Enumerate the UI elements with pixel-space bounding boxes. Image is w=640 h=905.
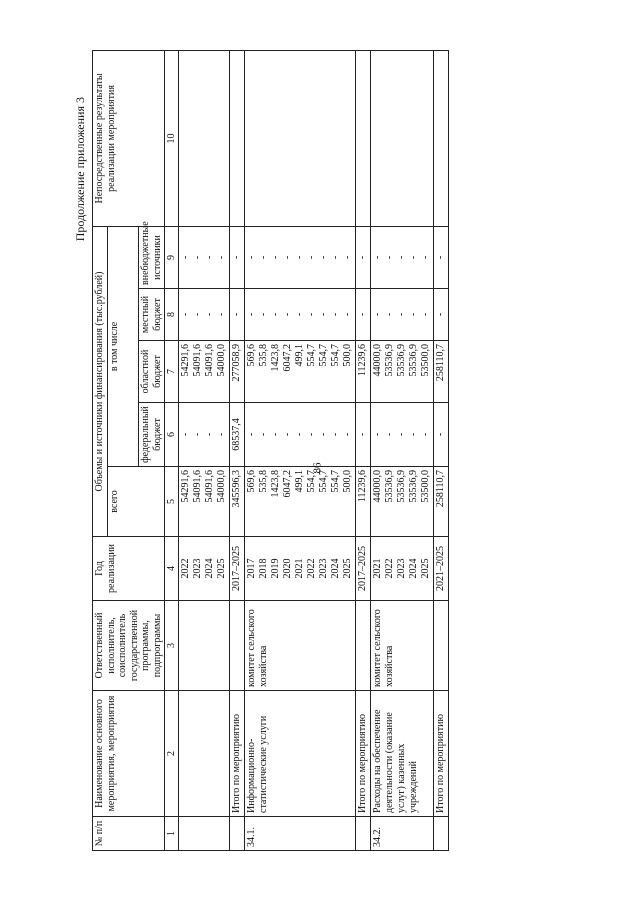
column-number: 2 xyxy=(165,691,179,817)
continuation-label: Продолжение приложения 3 xyxy=(73,97,87,242)
federal-value: - xyxy=(330,432,341,437)
extra-value: - xyxy=(396,255,407,260)
regional-value: 500,0 xyxy=(342,344,353,367)
federal-value: - xyxy=(342,432,353,437)
federal-value: - xyxy=(192,432,203,437)
local-value: - xyxy=(318,312,329,317)
row-number xyxy=(434,817,449,851)
row-number xyxy=(179,817,230,851)
regional-value: 11239,6 xyxy=(357,344,368,377)
total-cell xyxy=(371,467,434,537)
year-cell xyxy=(245,537,356,601)
extra-value: - xyxy=(435,255,446,260)
year-value: 2024 xyxy=(408,558,419,579)
header-year: Год реализации xyxy=(93,537,165,601)
column-number: 8 xyxy=(165,289,179,341)
local-value: - xyxy=(258,312,269,317)
year-value: 2023 xyxy=(192,558,203,579)
column-number: 4 xyxy=(165,537,179,601)
local-value: - xyxy=(396,312,407,317)
federal-value: - xyxy=(306,432,317,437)
regional-cell xyxy=(179,341,230,403)
total-value: 500,0 xyxy=(342,470,353,493)
local-value: - xyxy=(282,312,293,317)
activity-name: Итого по мероприятию xyxy=(356,691,371,817)
header-total: всего xyxy=(107,467,165,537)
extra-value: - xyxy=(270,255,281,260)
total-value: 54000,0 xyxy=(216,470,227,503)
federal-value: - xyxy=(180,432,191,437)
local-value: - xyxy=(330,312,341,317)
regional-value: 6047,2 xyxy=(282,344,293,372)
year-value: 2021–2025 xyxy=(435,546,446,591)
extra-value: - xyxy=(258,255,269,260)
total-cell xyxy=(356,467,371,537)
local-value: - xyxy=(384,312,395,317)
federal-value: - xyxy=(420,432,431,437)
total-value: 258110,7 xyxy=(435,470,446,508)
column-number: 5 xyxy=(165,467,179,537)
regional-value: 569,6 xyxy=(246,344,257,367)
year-value: 2024 xyxy=(204,558,215,579)
table-row xyxy=(434,50,449,850)
extra-cell xyxy=(371,226,434,288)
year-value: 2018 xyxy=(258,558,269,579)
header-regional: областной бюджет xyxy=(139,341,165,403)
year-value: 2022 xyxy=(180,558,191,579)
results-cell xyxy=(434,50,449,226)
extra-value: - xyxy=(408,255,419,260)
federal-value: - xyxy=(246,432,257,437)
federal-value: - xyxy=(408,432,419,437)
header-including: в том числе xyxy=(107,226,139,466)
extra-value: - xyxy=(318,255,329,260)
total-value: 53536,9 xyxy=(396,470,407,503)
year-value: 2020 xyxy=(282,558,293,579)
federal-cell xyxy=(245,403,356,467)
federal-value: - xyxy=(270,432,281,437)
row-number: 34.2. xyxy=(371,817,434,851)
federal-value: - xyxy=(384,432,395,437)
federal-cell xyxy=(179,403,230,467)
extra-value: - xyxy=(330,255,341,260)
total-value: 6047,2 xyxy=(282,470,293,498)
regional-value: 53536,9 xyxy=(408,344,419,377)
total-value: 44000,0 xyxy=(372,470,383,503)
federal-value: - xyxy=(372,432,383,437)
total-value: 554,7 xyxy=(318,470,329,493)
total-value: 345596,3 xyxy=(231,470,242,508)
column-number-row xyxy=(165,50,179,850)
total-value: 54091,6 xyxy=(204,470,215,503)
results-cell xyxy=(230,50,245,226)
regional-value: 554,7 xyxy=(318,344,329,367)
row-number xyxy=(356,817,371,851)
year-value: 2017–2025 xyxy=(231,546,242,591)
extra-value: - xyxy=(294,255,305,260)
total-value: 569,6 xyxy=(246,470,257,493)
regional-value: 535,8 xyxy=(258,344,269,367)
activity-name: Информационно-статистические услуги xyxy=(245,691,356,817)
regional-value: 277058,9 xyxy=(231,344,242,382)
year-cell xyxy=(356,537,371,601)
federal-value: - xyxy=(396,432,407,437)
total-cell xyxy=(230,467,245,537)
local-cell xyxy=(245,289,356,341)
header-num: № п/п xyxy=(93,817,165,851)
local-value: - xyxy=(435,312,446,317)
executor xyxy=(230,601,245,691)
header-name: Наименование основного мероприятия, мероприятия xyxy=(93,691,165,817)
federal-value: - xyxy=(294,432,305,437)
column-number: 3 xyxy=(165,601,179,691)
extra-value: - xyxy=(357,255,368,260)
extra-value: - xyxy=(246,255,257,260)
year-value: 2021 xyxy=(372,558,383,579)
local-value: - xyxy=(408,312,419,317)
regional-value: 499,1 xyxy=(294,344,305,367)
page-number: 86 xyxy=(311,462,324,474)
column-number: 9 xyxy=(165,226,179,288)
activity-name: Расходы на обеспечение деятельности (оказание услуг) казенных учреждений xyxy=(371,691,434,817)
regional-value: 53536,9 xyxy=(384,344,395,377)
header-executor: Ответственный исполнитель, соисполнитель государственной программы, подпрограммы xyxy=(93,601,165,691)
header-federal: федеральный бюджет xyxy=(139,403,165,467)
total-value: 53536,9 xyxy=(384,470,395,503)
federal-value: - xyxy=(282,432,293,437)
extra-value: - xyxy=(204,255,215,260)
executor xyxy=(179,601,230,691)
regional-cell xyxy=(230,341,245,403)
row-number: 34.1. xyxy=(245,817,356,851)
executor xyxy=(356,601,371,691)
regional-value: 54091,6 xyxy=(192,344,203,377)
federal-value: - xyxy=(216,432,227,437)
total-cell xyxy=(179,467,230,537)
total-value: 54291,6 xyxy=(180,470,191,503)
year-value: 2025 xyxy=(420,558,431,579)
extra-value: - xyxy=(231,255,242,260)
local-value: - xyxy=(231,312,242,317)
table-row xyxy=(371,50,434,850)
local-value: - xyxy=(270,312,281,317)
extra-value: - xyxy=(372,255,383,260)
activity-name xyxy=(179,691,230,817)
federal-value: - xyxy=(435,432,446,437)
regional-value: 44000,0 xyxy=(372,344,383,377)
extra-value: - xyxy=(306,255,317,260)
federal-value: - xyxy=(258,432,269,437)
local-value: - xyxy=(246,312,257,317)
local-value: - xyxy=(306,312,317,317)
regional-value: 54091,6 xyxy=(204,344,215,377)
federal-value: - xyxy=(204,432,215,437)
total-value: 53536,9 xyxy=(408,470,419,503)
regional-value: 53536,9 xyxy=(396,344,407,377)
header-local: местный бюджет xyxy=(139,289,165,341)
local-value: - xyxy=(420,312,431,317)
extra-cell xyxy=(434,226,449,288)
year-value: 2025 xyxy=(216,558,227,579)
federal-value: - xyxy=(357,432,368,437)
header-results: Непосредственные результаты реализации мероприятия xyxy=(93,50,165,226)
federal-value: 68537,4 xyxy=(231,418,242,451)
results-cell xyxy=(179,50,230,226)
table-row xyxy=(230,50,245,850)
year-value: 2017–2025 xyxy=(357,546,368,591)
regional-value: 54000,0 xyxy=(216,344,227,377)
header-extra: внебюджетные источники xyxy=(139,226,165,288)
regional-value: 54291,6 xyxy=(180,344,191,377)
funding-table xyxy=(92,50,449,851)
local-cell xyxy=(179,289,230,341)
local-value: - xyxy=(372,312,383,317)
header-funding: Объемы и источники финансирования (тыс.рублей) xyxy=(93,226,108,536)
executor: комитет сельского хозяйства xyxy=(371,601,434,691)
extra-value: - xyxy=(384,255,395,260)
year-cell xyxy=(371,537,434,601)
extra-value: - xyxy=(192,255,203,260)
year-value: 2022 xyxy=(306,558,317,579)
table-row xyxy=(245,50,356,850)
results-cell xyxy=(245,50,356,226)
column-number: 10 xyxy=(165,50,179,226)
total-value: 54091,6 xyxy=(192,470,203,503)
extra-value: - xyxy=(420,255,431,260)
regional-cell xyxy=(245,341,356,403)
total-cell xyxy=(245,467,356,537)
table-row xyxy=(179,50,230,850)
year-cell xyxy=(179,537,230,601)
executor: комитет сельского хозяйства xyxy=(245,601,356,691)
year-cell xyxy=(434,537,449,601)
extra-value: - xyxy=(282,255,293,260)
column-number: 1 xyxy=(165,817,179,851)
regional-cell xyxy=(434,341,449,403)
federal-cell xyxy=(434,403,449,467)
total-value: 53500,0 xyxy=(420,470,431,503)
total-value: 535,8 xyxy=(258,470,269,493)
row-number xyxy=(230,817,245,851)
local-value: - xyxy=(342,312,353,317)
year-value: 2024 xyxy=(330,558,341,579)
local-cell xyxy=(230,289,245,341)
year-value: 2025 xyxy=(342,558,353,579)
regional-value: 1423,8 xyxy=(270,344,281,372)
extra-value: - xyxy=(216,255,227,260)
regional-cell xyxy=(371,341,434,403)
year-value: 2021 xyxy=(294,558,305,579)
column-number: 7 xyxy=(165,341,179,403)
year-value: 2017 xyxy=(246,558,257,579)
local-value: - xyxy=(294,312,305,317)
total-value: 554,7 xyxy=(306,470,317,493)
activity-name: Итого по мероприятию xyxy=(434,691,449,817)
extra-value: - xyxy=(342,255,353,260)
local-cell xyxy=(371,289,434,341)
regional-value: 258110,7 xyxy=(435,344,446,382)
total-value: 1423,8 xyxy=(270,470,281,498)
federal-value: - xyxy=(318,432,329,437)
federal-cell xyxy=(230,403,245,467)
extra-cell xyxy=(179,226,230,288)
year-cell xyxy=(230,537,245,601)
year-value: 2023 xyxy=(318,558,329,579)
regional-value: 554,7 xyxy=(330,344,341,367)
results-cell xyxy=(371,50,434,226)
federal-cell xyxy=(356,403,371,467)
local-value: - xyxy=(192,312,203,317)
local-value: - xyxy=(357,312,368,317)
total-value: 554,7 xyxy=(330,470,341,493)
executor xyxy=(434,601,449,691)
extra-cell xyxy=(356,226,371,288)
regional-cell xyxy=(356,341,371,403)
total-value: 499,1 xyxy=(294,470,305,493)
results-cell xyxy=(356,50,371,226)
year-value: 2023 xyxy=(396,558,407,579)
regional-value: 53500,0 xyxy=(420,344,431,377)
activity-name: Итого по мероприятию xyxy=(230,691,245,817)
extra-cell xyxy=(230,226,245,288)
table-row xyxy=(356,50,371,850)
year-value: 2019 xyxy=(270,558,281,579)
year-value: 2022 xyxy=(384,558,395,579)
total-value: 11239,6 xyxy=(357,470,368,503)
extra-value: - xyxy=(180,255,191,260)
local-cell xyxy=(434,289,449,341)
local-cell xyxy=(356,289,371,341)
total-cell xyxy=(434,467,449,537)
column-number: 6 xyxy=(165,403,179,467)
local-value: - xyxy=(180,312,191,317)
federal-cell xyxy=(371,403,434,467)
local-value: - xyxy=(216,312,227,317)
extra-cell xyxy=(245,226,356,288)
regional-value: 554,7 xyxy=(306,344,317,367)
local-value: - xyxy=(204,312,215,317)
